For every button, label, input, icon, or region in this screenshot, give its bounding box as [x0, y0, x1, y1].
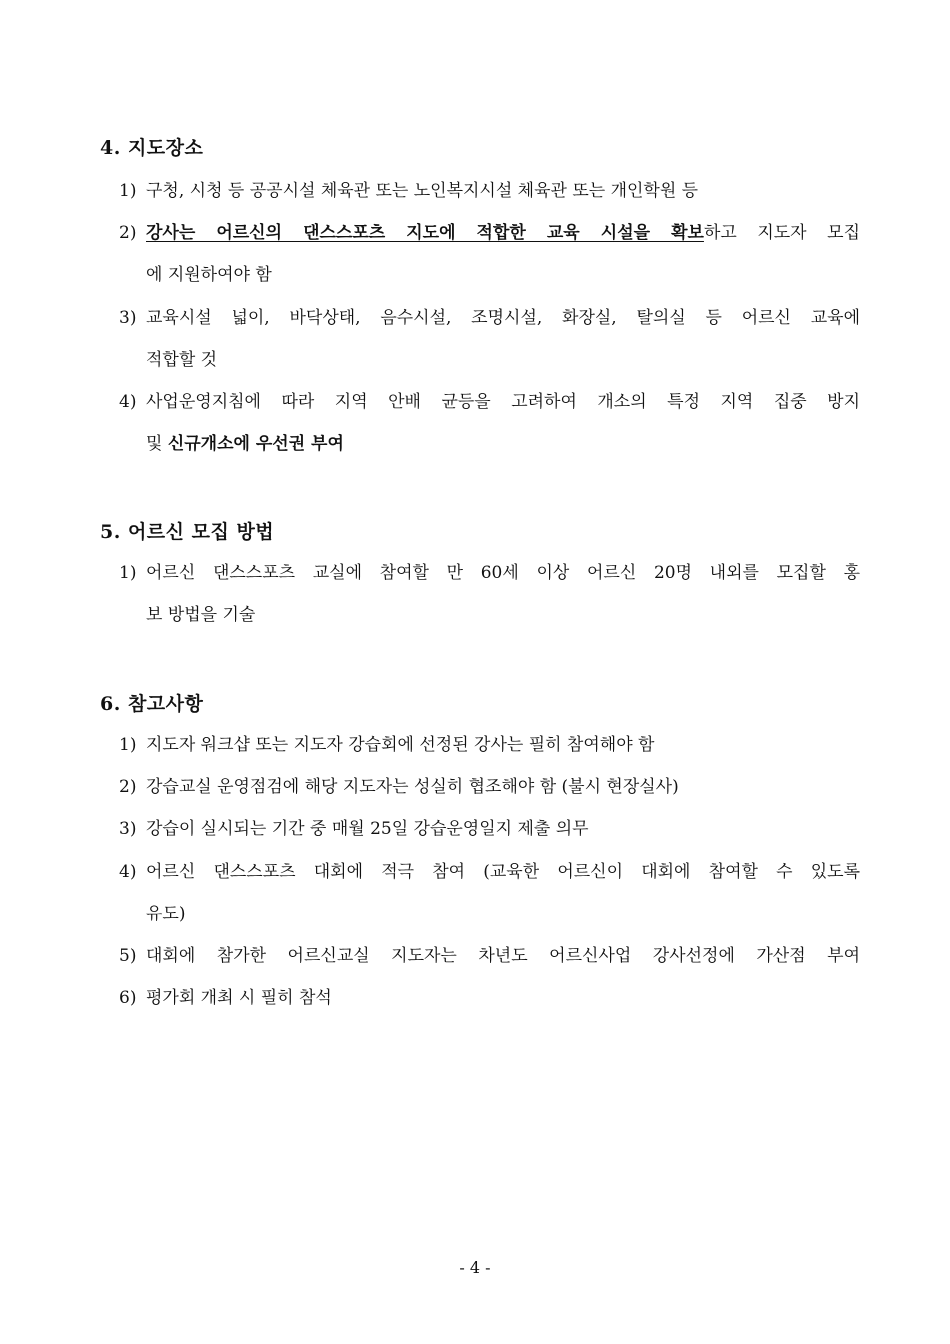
- item-continuation: 적합할 것: [146, 350, 218, 370]
- item-number: 4): [119, 862, 137, 882]
- page-number: - 4 -: [459, 1258, 491, 1277]
- item-number: 1): [119, 181, 137, 201]
- item-number: 1): [119, 735, 137, 755]
- item-text: 어르신 댄스스포츠 교실에 참여할 만 60세 이상 어르신 20명 내외를 모집할 홍: [146, 563, 860, 583]
- section-title-location: 4. 지도장소: [100, 137, 204, 159]
- list-item: [119, 297, 860, 381]
- section-title-recruitment: 5. 어르신 모집 방법: [100, 521, 275, 543]
- item-number: 3): [119, 308, 137, 328]
- item-text: 강습교실 운영점검에 해당 지도자는 성실히 협조해야 함 (불시 현장실사): [146, 777, 679, 797]
- item-number: 3): [119, 819, 137, 839]
- item-continuation: [119, 423, 860, 465]
- list-item: [119, 212, 860, 296]
- list-item: [119, 808, 860, 850]
- list-item: [119, 935, 860, 977]
- item-text: 강습이 실시되는 기간 중 매월 25일 강습운영일지 제출 의무: [146, 819, 589, 839]
- item-continuation: 유도): [146, 904, 186, 924]
- item-text: 사업운영지침에 따라 지역 안배 균등을 고려하여 개소의 특정 지역 집중 방지: [146, 392, 860, 412]
- section-title-notes: 6. 참고사항: [100, 693, 204, 715]
- item-continuation: 보 방법을 기술: [146, 605, 256, 625]
- emphasis-text: 강사는 어르신의 댄스스포츠 지도에 적합한 교육 시설을 확보: [146, 223, 704, 243]
- item-text: 지도자 워크샵 또는 지도자 강습회에 선정된 강사는 필히 참여해야 함: [146, 735, 655, 755]
- list-item: [119, 552, 860, 636]
- list-item: [119, 766, 860, 808]
- item-number: 1): [119, 563, 137, 583]
- item-continuation: 에 지원하여야 함: [146, 265, 272, 285]
- item-number: 6): [119, 988, 137, 1008]
- item-number: 2): [119, 223, 137, 243]
- list-item: [119, 381, 860, 465]
- emphasis-text: 신규개소에 우선권 부여: [167, 434, 344, 454]
- list-item: [119, 724, 860, 766]
- list-item: [119, 977, 860, 1019]
- item-text: 하고 지도자 모집: [703, 223, 860, 243]
- item-text: 및: [146, 434, 168, 454]
- item-number: 2): [119, 777, 137, 797]
- item-number: 5): [119, 946, 137, 966]
- item-text: 평가회 개최 시 필히 참석: [146, 988, 332, 1008]
- item-text: 구청, 시청 등 공공시설 체육관 또는 노인복지시설 체육관 또는 개인학원 등: [146, 181, 699, 201]
- item-text: 어르신 댄스스포츠 대회에 적극 참여 (교육한 어르신이 대회에 참여할 수 있도록: [146, 862, 860, 882]
- item-number: 4): [119, 392, 137, 412]
- list-item: [119, 851, 860, 935]
- list-item: [119, 170, 860, 212]
- item-text: 교육시설 넓이, 바닥상태, 음수시설, 조명시설, 화장실, 탈의실 등 어르신 교육에: [146, 308, 860, 328]
- item-text: 대회에 참가한 어르신교실 지도자는 차년도 어르신사업 강사선정에 가산점 부여: [146, 946, 860, 966]
